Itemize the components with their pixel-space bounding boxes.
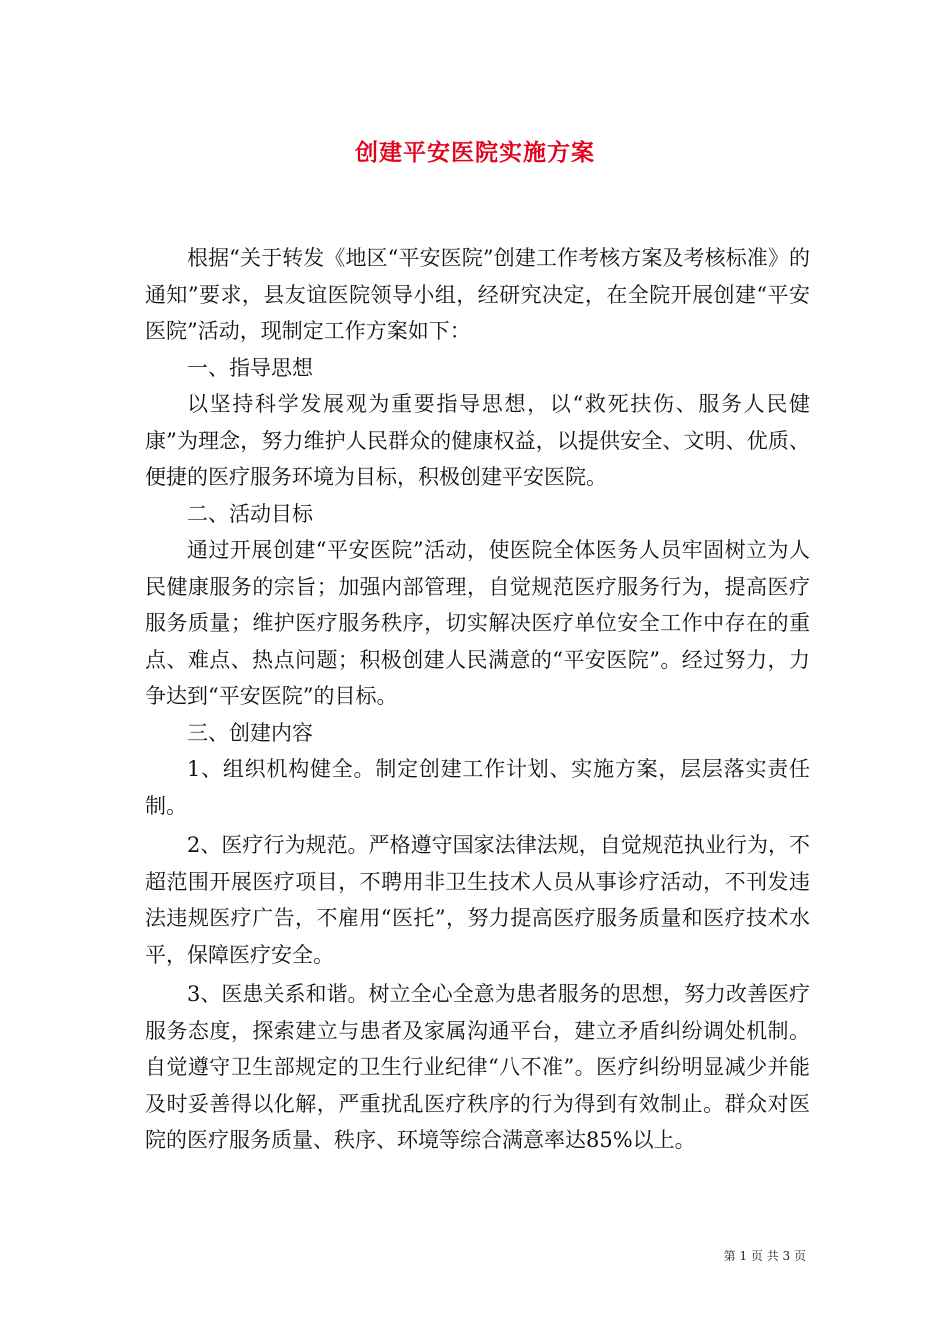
- content-item-3: 3、医患关系和谐。树立全心全意为患者服务的思想，努力改善医疗服务态度，探索建立与患者及家属沟通平台，建立矛盾纠纷调处机制。自觉遵守卫生部规定的卫生行业纪律“八不准”。医疗纠纷明显减少并能及时妥善得以化解，严重扰乱医疗秩序的行为得到有效制止。群众对医院的医疗服务质量、秩序、环境等综合满意率达85%以上。: [145, 982, 810, 1152]
- section-heading-content: 三、创建内容: [187, 720, 313, 745]
- content-item-1: 1、组织机构健全。制定创建工作计划、实施方案，层层落实责任制。: [145, 757, 810, 818]
- guiding-ideology-paragraph: 以坚持科学发展观为重要指导思想，以“救死扶伤、服务人民健康”为理念，努力维护人民群众的健康权益，以提供安全、文明、优质、便捷的医疗服务环境为目标，积极创建平安医院。: [145, 392, 810, 489]
- page-title: 创建平安医院实施方案: [355, 139, 595, 166]
- page-number: 第 1 页 共 3 页: [723, 1249, 806, 1263]
- document-body: [145, 240, 810, 1159]
- intro-paragraph: 根据“关于转发《地区“平安医院”创建工作考核方案及考核标准》的通知”要求，县友谊医院领导小组，经研究决定，在全院开展创建“平安医院”活动，现制定工作方案如下：: [145, 246, 810, 343]
- content-item-2: 2、医疗行为规范。严格遵守国家法律法规，自觉规范执业行为，不超范围开展医疗项目，不聘用非卫生技术人员从事诊疗活动，不刊发违法违规医疗广告，不雇用“医托”，努力提高医疗服务质量和医疗技术水平，保障医疗安全。: [145, 833, 810, 967]
- activity-goals-paragraph: 通过开展创建“平安医院”活动，使医院全体医务人员牢固树立为人民健康服务的宗旨；加强内部管理，自觉规范医疗服务行为，提高医疗服务质量；维护医疗服务秩序，切实解决医疗单位安全工作中存在的重点、难点、热点问题；积极创建人民满意的“平安医院”。经过努力，力争达到“平安医院”的目标。: [145, 538, 810, 708]
- section-heading-activity-goals: 二、活动目标: [187, 501, 313, 526]
- section-heading-guiding-ideology: 一、指导思想: [187, 355, 313, 380]
